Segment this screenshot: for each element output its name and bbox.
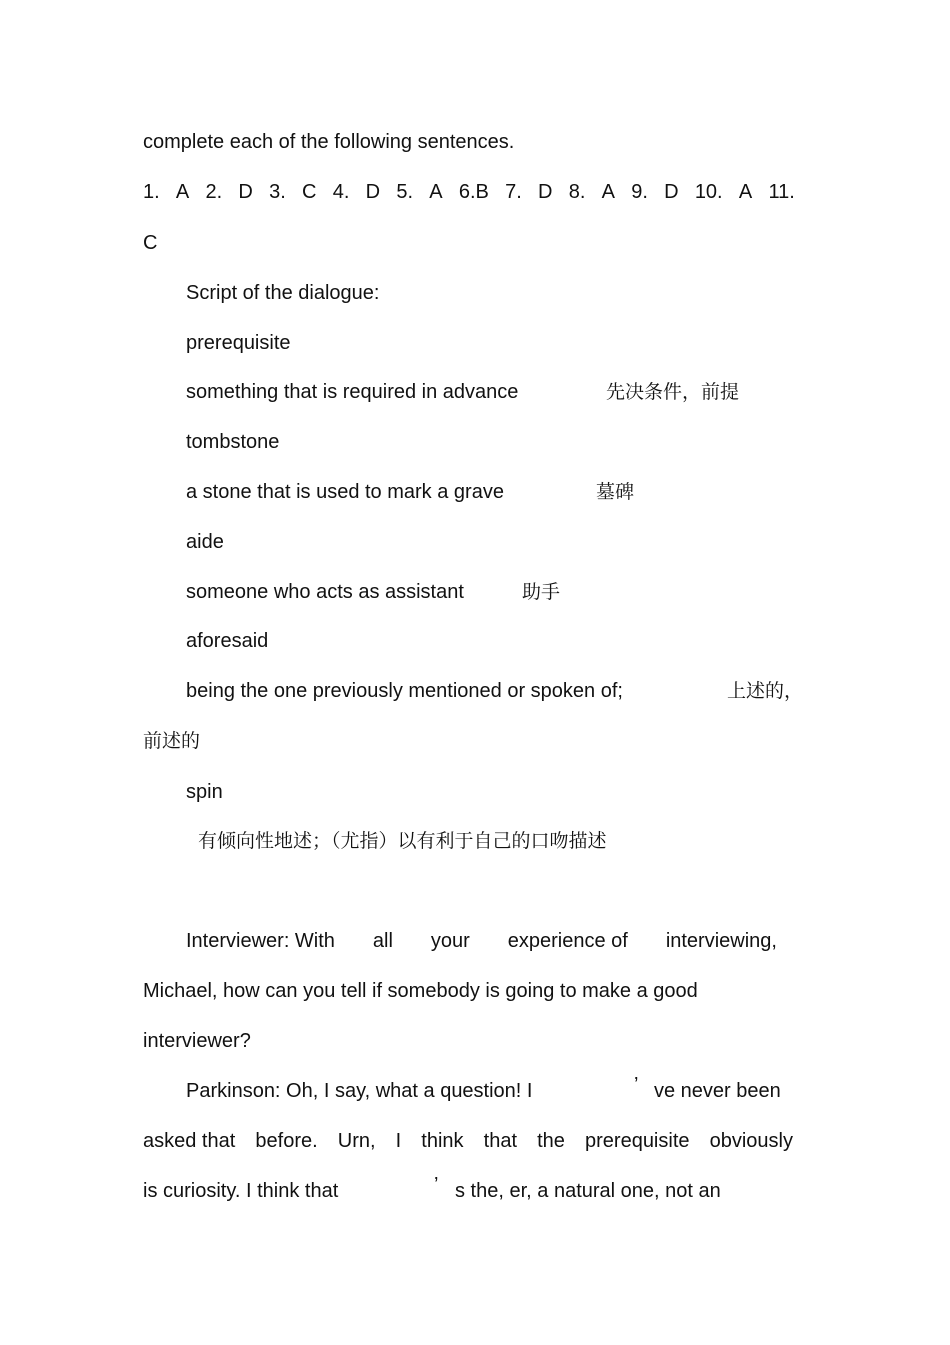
dialogue-word: that (483, 1130, 517, 1152)
dialogue-line: s the, er, a natural one, not an (455, 1180, 721, 1202)
dialogue-word: think (421, 1130, 464, 1152)
vocab-definition: something that is required in advance (186, 381, 519, 403)
vocab-term: tombstone (186, 431, 280, 453)
answer-token: D (538, 181, 553, 203)
dialogue-word: prerequisite (585, 1130, 690, 1152)
answer-token: 3. (269, 181, 286, 203)
dialogue-line (143, 1129, 793, 1153)
dialogue-word: your (430, 930, 470, 952)
vocab-definition: being the one previously mentioned or spoken of; (186, 680, 623, 702)
dialogue-line: ve never been (654, 1080, 781, 1102)
answer-token: 10. (694, 181, 723, 203)
dialogue-line: interviewer? (143, 1030, 251, 1052)
dialogue-word: obviously (709, 1130, 793, 1152)
answer-token: A (175, 181, 190, 203)
answer-token: 8. (568, 181, 586, 203)
vocab-term: aforesaid (186, 630, 269, 652)
intro-text: complete each of the following sentences. (143, 131, 515, 153)
vocab-translation: 助手 (522, 581, 561, 603)
vocab-term: aide (186, 531, 224, 553)
answer-token: 7. (505, 181, 522, 203)
dialogue-line: Michael, how can you tell if somebody is going to make a good (143, 980, 698, 1002)
answer-token: A (601, 181, 615, 203)
vocab-translation: 先决条件，前提 (606, 381, 740, 403)
answer-token: 4. (332, 181, 350, 203)
dialogue-word: asked that (143, 1130, 236, 1152)
dialogue-line: Parkinson: Oh, I say, what a question! I (186, 1080, 533, 1102)
answer-token: D (664, 181, 679, 203)
answer-token: 6.B (458, 181, 489, 203)
vocab-translation: 上述的， (727, 680, 804, 702)
dialogue-word: Urn, (337, 1130, 376, 1152)
vocab-translation: 有倾向性地述；（尤指）以有利于自己的口吻描述 (198, 830, 607, 852)
vocab-definition: someone who acts as assistant (186, 581, 464, 603)
answer-token: 9. (631, 181, 648, 203)
answer-token: 1. (143, 181, 160, 203)
answer-token: D (365, 181, 381, 203)
answer-key-wrap: C (143, 232, 158, 254)
vocab-translation-wrap: 前述的 (143, 730, 201, 752)
answer-token: 11. (768, 181, 795, 203)
vocab-translation: 墓碑 (596, 481, 635, 503)
dialogue-word: before. (255, 1130, 318, 1152)
dialogue-word: all (372, 930, 393, 952)
answer-token: A (429, 181, 443, 203)
dialogue-line: is curiosity. I think that (143, 1180, 339, 1202)
vocab-term: spin (186, 781, 223, 803)
apostrophe: ’ (434, 1174, 439, 1196)
answer-token: C (302, 181, 317, 203)
answer-token: D (238, 181, 253, 203)
dialogue-word: I (395, 1130, 402, 1152)
answer-token: 5. (396, 181, 414, 203)
dialogue-word: experience of (507, 930, 628, 952)
answer-token: 2. (205, 181, 223, 203)
vocab-definition: a stone that is used to mark a grave (186, 481, 504, 503)
dialogue-word: Interviewer: With (186, 930, 335, 952)
dialogue-word: interviewing, (665, 930, 777, 952)
vocab-term: prerequisite (186, 332, 291, 354)
dialogue-word: the (537, 1130, 565, 1152)
apostrophe: ’ (634, 1074, 639, 1096)
script-heading: Script of the dialogue: (186, 282, 380, 304)
answer-token: A (738, 181, 753, 203)
answer-key-line (143, 180, 795, 204)
dialogue-line (186, 929, 777, 953)
